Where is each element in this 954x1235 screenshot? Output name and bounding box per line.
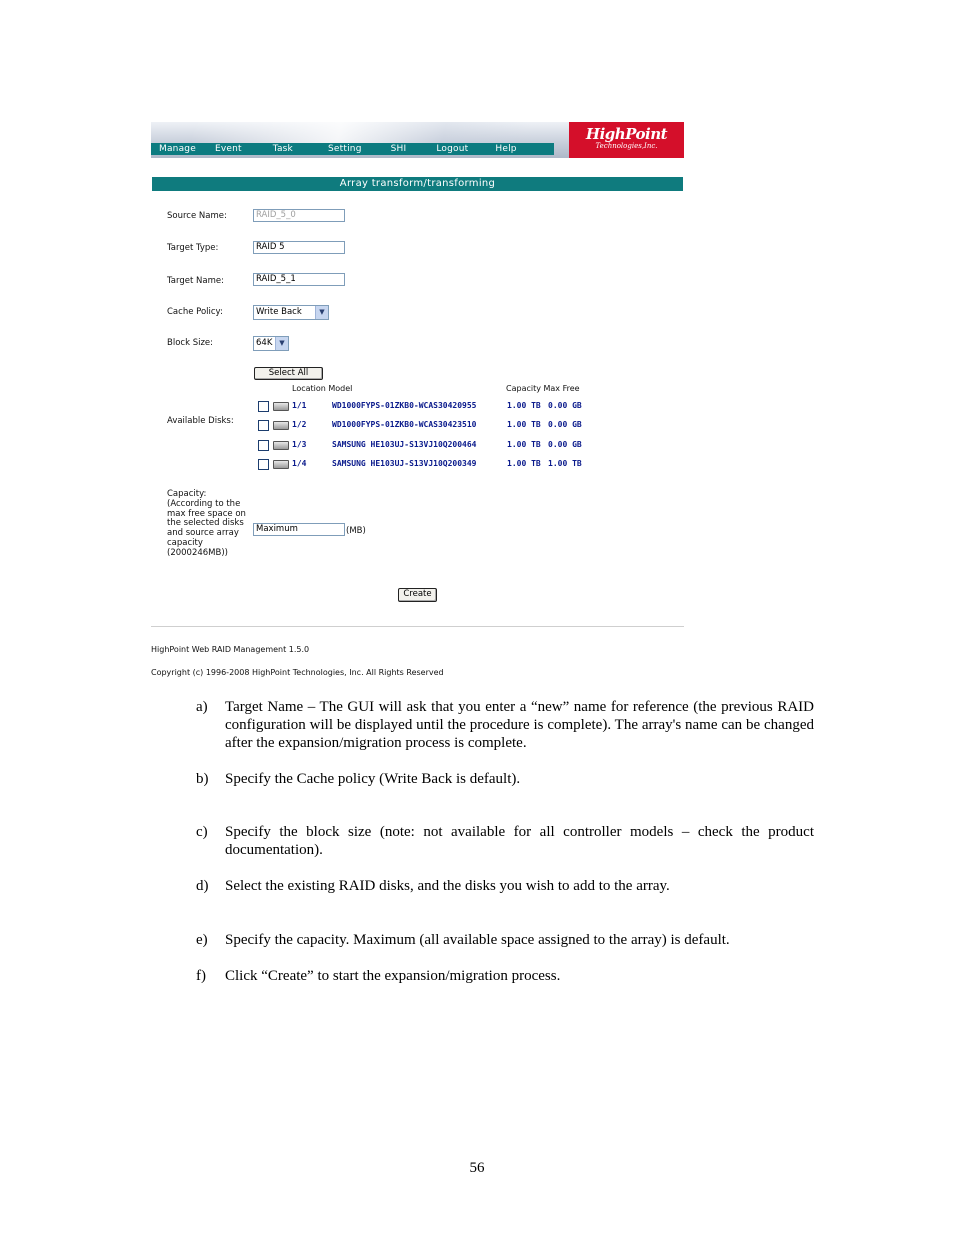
disk-model: SAMSUNG HE103UJ-S13VJ10Q200349 xyxy=(332,459,477,468)
disk-model: WD1000FYPS-01ZKB0-WCAS30423510 xyxy=(332,420,477,429)
disk-max-free: 0.00 GB xyxy=(548,401,582,410)
item-text: Specify the capacity. Maximum (all available space assigned to the array) is default. xyxy=(225,932,730,948)
instruction-item xyxy=(196,931,814,949)
nav-shi[interactable]: SHI xyxy=(390,144,407,154)
item-marker: c) xyxy=(196,824,208,840)
highpoint-logo xyxy=(569,122,684,158)
nav-banner-graphic xyxy=(151,122,569,144)
disk-row[interactable] xyxy=(258,439,588,451)
disk-max-free: 1.00 TB xyxy=(548,459,582,468)
footer-copyright: Copyright (c) 1996-2008 HighPoint Technologies, Inc. All Rights Reserved xyxy=(151,668,444,677)
target-name-label: Target Name: xyxy=(167,276,224,286)
item-marker: a) xyxy=(196,699,208,715)
item-text: Target Name – The GUI will ask that you enter a “new” name for reference (the previous RAID configuration will be displayed until the procedure is complete). The array's name can be changed after the expansion/migration process is complete. xyxy=(225,699,814,751)
nav-setting[interactable]: Setting xyxy=(327,144,362,154)
disk-capacity: 1.00 TB xyxy=(507,459,541,468)
footer-version: HighPoint Web RAID Management 1.5.0 xyxy=(151,645,310,654)
source-name-label: Source Name: xyxy=(167,211,227,221)
disk-checkbox[interactable] xyxy=(258,401,269,412)
disk-row[interactable] xyxy=(258,400,588,412)
source-name-field[interactable]: RAID_5_0 xyxy=(253,209,345,222)
cache-policy-value: Write Back xyxy=(256,307,302,317)
column-header-capacity-max-free: Capacity Max Free xyxy=(506,384,580,393)
disk-max-free: 0.00 GB xyxy=(548,440,582,449)
item-text: Select the existing RAID disks, and the disks you wish to add to the array. xyxy=(225,878,670,894)
nav-menu xyxy=(151,143,554,155)
disk-capacity: 1.00 TB xyxy=(507,440,541,449)
hard-disk-icon xyxy=(273,441,289,450)
raid-management-screenshot xyxy=(151,122,684,677)
item-marker: f) xyxy=(196,968,206,984)
select-all-button[interactable]: Select All xyxy=(254,367,323,380)
nav-event[interactable]: Event xyxy=(214,144,242,154)
item-text: Specify the block size (note: not available for all controller models – check the product documentation). xyxy=(225,824,814,858)
disk-location: 1/2 xyxy=(292,420,307,429)
page-number: 56 xyxy=(469,1160,485,1176)
disk-capacity: 1.00 TB xyxy=(507,420,541,429)
logo-brand: HighPoint xyxy=(585,125,668,143)
divider xyxy=(151,626,684,627)
capacity-label: Capacity: (According to the max free space on the selected disks and source array capacity (2000246MB)) xyxy=(167,489,246,558)
disk-checkbox[interactable] xyxy=(258,420,269,431)
disk-model: SAMSUNG HE103UJ-S13VJ10Q200464 xyxy=(332,440,477,449)
column-header-location-model: Location Model xyxy=(292,384,353,393)
item-marker: d) xyxy=(196,878,209,894)
item-text: Specify the Cache policy (Write Back is default). xyxy=(225,771,521,787)
block-size-label: Block Size: xyxy=(167,338,214,348)
nav-task[interactable]: Task xyxy=(272,144,293,154)
top-navigation-bar xyxy=(151,122,684,158)
chevron-down-icon: ▼ xyxy=(275,337,288,350)
disk-location: 1/3 xyxy=(292,440,307,449)
item-marker: e) xyxy=(196,932,208,948)
page-title: Array transform/transforming xyxy=(152,177,683,191)
disk-max-free: 0.00 GB xyxy=(548,420,582,429)
create-button[interactable]: Create xyxy=(398,588,437,602)
capacity-unit: (MB) xyxy=(346,526,366,536)
cache-policy-select[interactable] xyxy=(253,305,329,320)
nav-manage[interactable]: Manage xyxy=(159,144,196,154)
logo-subtitle: Technologies,Inc. xyxy=(595,142,658,150)
hard-disk-icon xyxy=(273,402,289,411)
available-disks-label: Available Disks: xyxy=(167,416,234,426)
nav-help[interactable]: Help xyxy=(495,144,517,154)
disk-checkbox[interactable] xyxy=(258,440,269,451)
disk-row[interactable] xyxy=(258,419,588,431)
disk-row[interactable] xyxy=(258,458,588,470)
target-type-field[interactable]: RAID 5 xyxy=(253,241,345,254)
nav-logout[interactable]: Logout xyxy=(436,144,469,154)
instruction-item xyxy=(196,877,814,895)
item-marker: b) xyxy=(196,771,209,787)
disk-model: WD1000FYPS-01ZKB0-WCAS30420955 xyxy=(332,401,477,410)
block-size-value: 64K xyxy=(256,338,273,348)
item-text: Click “Create” to start the expansion/migration process. xyxy=(225,968,561,984)
block-size-select[interactable] xyxy=(253,336,289,351)
instruction-item xyxy=(196,967,814,985)
target-name-field[interactable]: RAID_5_1 xyxy=(253,273,345,286)
instruction-item xyxy=(196,770,814,788)
disk-location: 1/1 xyxy=(292,401,307,410)
disk-capacity: 1.00 TB xyxy=(507,401,541,410)
disk-checkbox[interactable] xyxy=(258,459,269,470)
cache-policy-label: Cache Policy: xyxy=(167,307,223,317)
hard-disk-icon xyxy=(273,421,289,430)
instruction-item xyxy=(196,698,814,752)
hard-disk-icon xyxy=(273,460,289,469)
target-type-label: Target Type: xyxy=(167,243,219,253)
capacity-field[interactable]: Maximum xyxy=(253,523,345,536)
chevron-down-icon: ▼ xyxy=(315,306,328,319)
instruction-item xyxy=(196,823,814,859)
disk-location: 1/4 xyxy=(292,459,307,468)
